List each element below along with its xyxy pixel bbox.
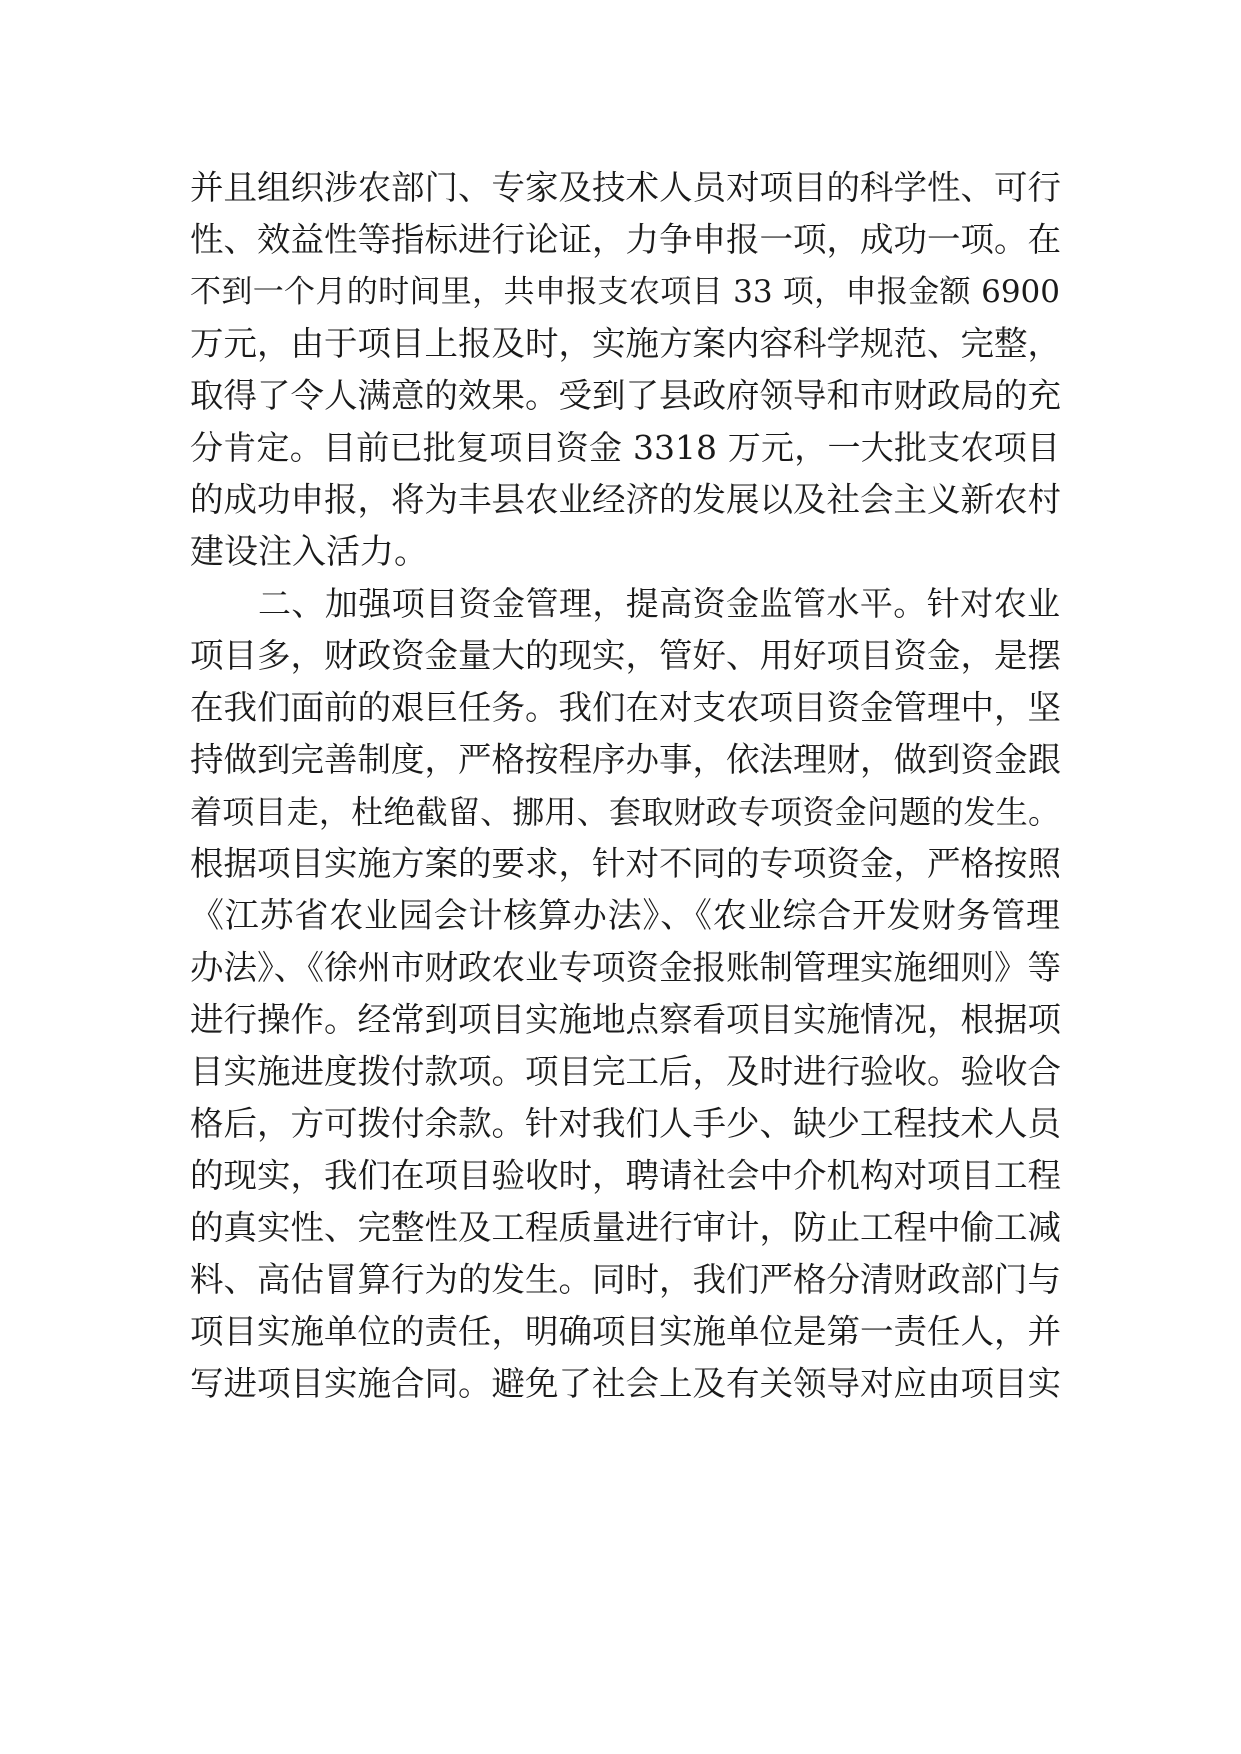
text-line: 料、高估冒算行为的发生。同时，我们严格分清财政部门与 xyxy=(190,1260,1061,1299)
text-line: 着项目走，杜绝截留、挪用、套取财政专项资金问题的发生。 xyxy=(190,793,1060,831)
text-line: 不到一个月的时间里，共申报支农项目 33 项，申报金额 6900 xyxy=(190,274,1060,310)
text-line: 目实施进度拨付款项。项目完工后，及时进行验收。验收合 xyxy=(190,1052,1061,1091)
text-line: 项目多，财政资金量大的现实，管好、用好项目资金，是摆 xyxy=(190,636,1061,675)
text-line: 的现实，我们在项目验收时，聘请社会中介机构对项目工程 xyxy=(190,1156,1061,1195)
text-line: 万元，由于项目上报及时，实施方案内容科学规范、完整， xyxy=(190,324,1061,363)
text-line: 进行操作。经常到项目实施地点察看项目实施情况，根据项 xyxy=(190,1000,1061,1039)
text-line: 性、效益性等指标进行论证，力争申报一项，成功一项。在 xyxy=(190,220,1061,259)
paragraph-heading-line: 二、加强项目资金管理，提高资金监管水平。针对农业 xyxy=(258,584,1060,623)
text-line: 在我们面前的艰巨任务。我们在对支农项目资金管理中，坚 xyxy=(190,688,1061,727)
text-line: 的成功申报，将为丰县农业经济的发展以及社会主义新农村 xyxy=(190,480,1061,519)
text-line: 格后，方可拨付余款。针对我们人手少、缺少工程技术人员 xyxy=(190,1104,1061,1143)
text-line: 分肯定。目前已批复项目资金 3318 万元，一大批支农项目 xyxy=(190,428,1060,467)
text-line: 并且组织涉农部门、专家及技术人员对项目的科学性、可行 xyxy=(190,168,1061,207)
body-text xyxy=(190,162,1060,1410)
text-line: 根据项目实施方案的要求，针对不同的专项资金，严格按照 xyxy=(190,844,1061,883)
text-line: 建设注入活力。 xyxy=(190,532,428,572)
text-line: 写进项目实施合同。避免了社会上及有关领导对应由项目实 xyxy=(190,1364,1061,1403)
text-line: 持做到完善制度，严格按程序办事，依法理财，做到资金跟 xyxy=(190,740,1061,779)
text-line: 取得了令人满意的效果。受到了县政府领导和市财政局的充 xyxy=(190,376,1061,415)
text-line: 的真实性、完整性及工程质量进行审计，防止工程中偷工减 xyxy=(190,1208,1061,1247)
text-line: 办法》、《徐州市财政农业专项资金报账制管理实施细则》等 xyxy=(190,948,1061,987)
text-line: 项目实施单位的责任，明确项目实施单位是第一责任人，并 xyxy=(190,1312,1061,1351)
text-line: 《江苏省农业园会计核算办法》、《农业综合开发财务管理 xyxy=(190,896,1060,936)
